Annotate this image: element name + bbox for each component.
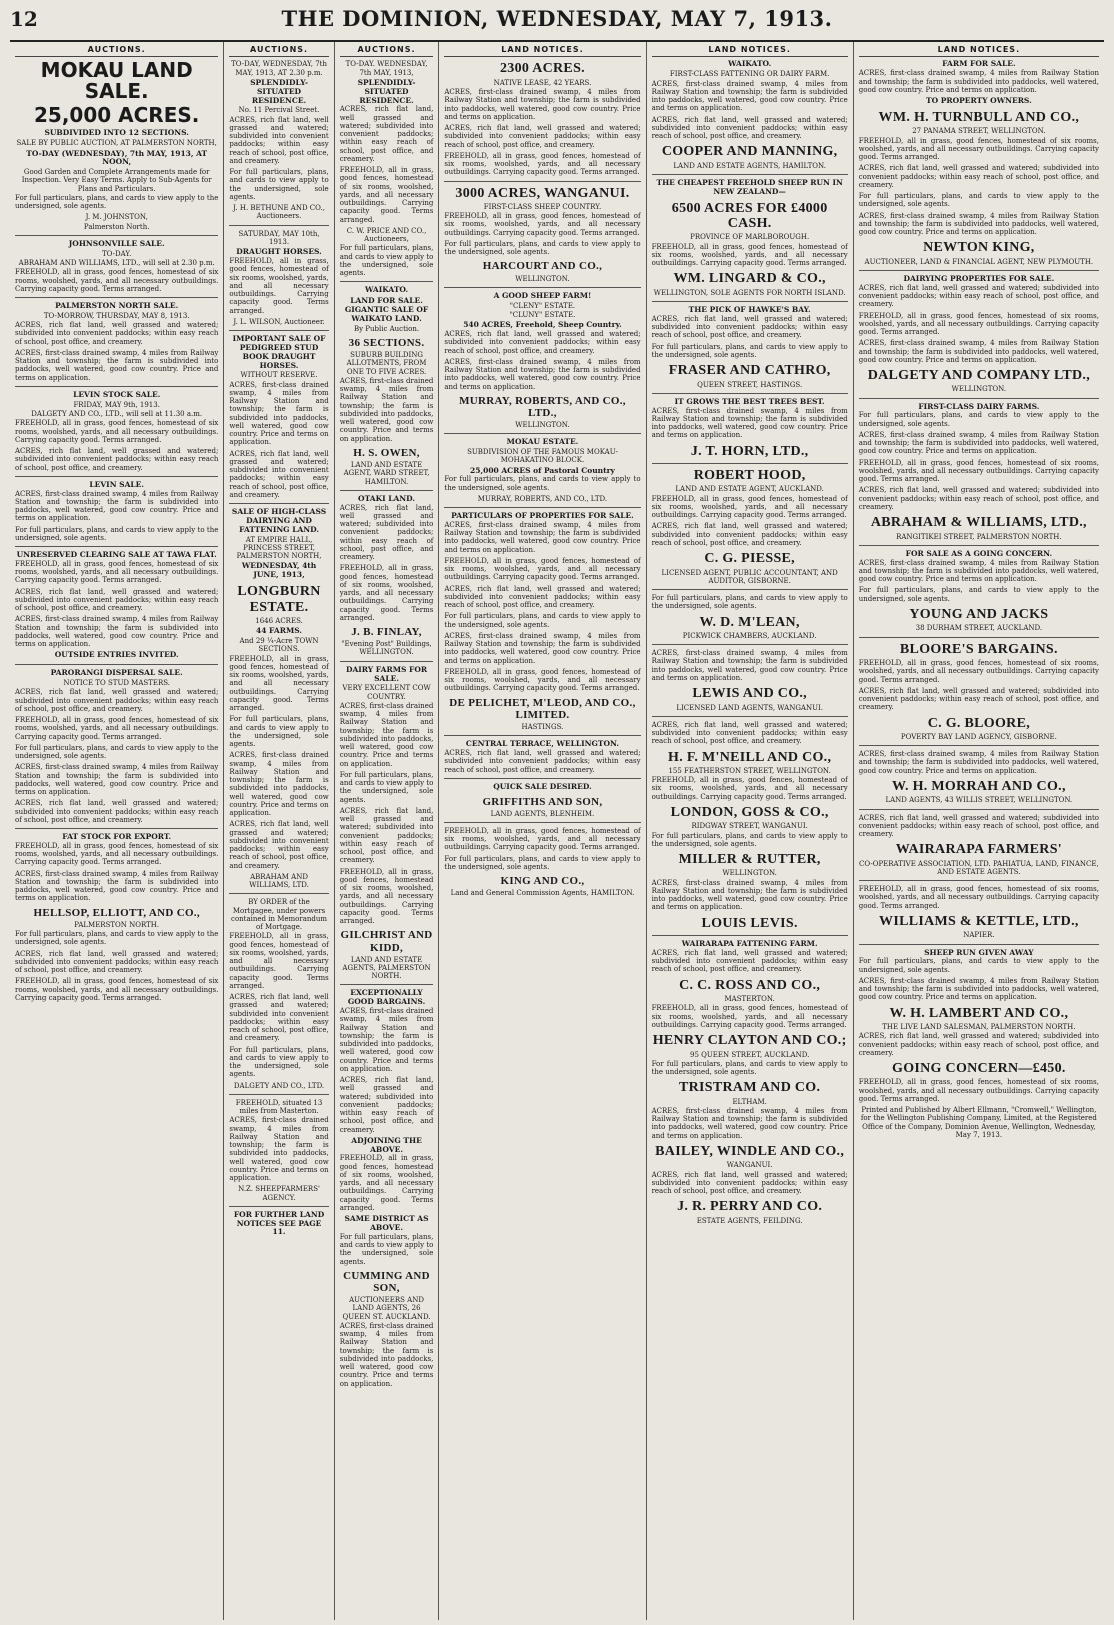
mclean-sub: PICKWICK CHAMBERS, AUCKLAND. (682, 631, 817, 640)
tomorrow-line: TO-MORROW, THURSDAY, MAY 8, 1913. (43, 311, 190, 320)
body-text: For full particulars, plans, and cards to view apply to the undersigned, sole agents. (444, 854, 641, 871)
body-text: ACRES, rich flat land, well grassed and watered; subdivided into convenient paddocks; within easy reach of school, post office, and creamery. (858, 283, 1099, 309)
body-text: FREEHOLD, all in grass, good fences, homestead of six rooms, woolshed, yards, and all necessary outbuildings. Carrying capacity good. Terms arranged. (15, 268, 219, 293)
body-text: FREEHOLD, all in grass, good fences, homestead of six rooms, woolshed, yards, and all necessary outbuildings. Carrying capacity good. Terms arranged. (15, 977, 219, 1002)
abraham-williams: ABRAHAM AND WILLIAMS, LTD. (249, 872, 309, 890)
page-number: 12 (10, 7, 38, 31)
body-text: ACRES, rich flat land, well grassed and watered; subdivided into convenient paddocks; within easy reach of school, post office, and creamery. (15, 949, 219, 975)
fraser-agent: FRASER AND CATHRO, (668, 363, 831, 379)
murray-agent: MURRAY, ROBERTS, AND CO., LTD., (459, 394, 626, 419)
hood-sub: LAND AND ESTATE AGENT, AUCKLAND. (675, 485, 824, 494)
mokau-land-sale-title: MOKAU LAND SALE. (40, 58, 193, 104)
body-text: ACRES, rich flat land, well grassed and watered; subdivided into convenient paddocks; within easy reach of school, post office, and creamery. (339, 503, 434, 562)
perry-sub: ESTATE AGENTS, FEILDING. (696, 1216, 803, 1225)
body-text: For full particulars, plans, and cards to view apply to the undersigned, sole agents. (229, 715, 329, 749)
wed-june: WEDNESDAY, 4th JUNE, 1913, (241, 561, 317, 580)
native-lease: NATIVE LEASE, 42 YEARS. (493, 78, 592, 87)
public-auction: By Public Auction. (353, 324, 420, 333)
body-text: For full particulars, plans, and cards to view apply to the undersigned, sole agents. (651, 1059, 848, 1076)
body-text: ACRES, rich flat land, well grassed and watered; subdivided into convenient paddocks; within easy reach of school, post office, and creamery. (15, 799, 219, 824)
harcourt-agent: HARCOURT AND CO., (482, 260, 603, 273)
empire-hall: AT EMPIRE HALL, PRINCESS STREET, PALMERSTON NORTH, (236, 535, 322, 561)
acres-540: 540 ACRES, Freehold, Sheep Country. (463, 320, 622, 330)
body-text: ACRES, rich flat land, well grassed and watered; subdivided into convenient paddocks; within easy reach of school, post office, and creamery. (444, 749, 641, 774)
body-text: ACRES, first-class drained swamp, 4 miles from Railway Station and township; the farm is subdivided into paddocks, well watered, good cow country. Price and terms on application. (15, 869, 219, 903)
finlay-sub: "Evening Post" Buildings, WELLINGTON. (341, 640, 432, 657)
clayton-agent: HENRY CLAYTON AND CO.; (652, 1033, 847, 1049)
acres-6500: 6500 ACRES FOR £4000 CASH. (671, 200, 828, 231)
cheapest-run: THE CHEAPEST FREEHOLD SHEEP RUN IN NEW ZEALAND— (656, 177, 843, 196)
newton-agent: NEWTON KING, (923, 240, 1035, 256)
body-text: For full particulars, plans, and cards to view apply to the undersigned, sole agents. (229, 168, 329, 201)
waikato: WAIKATO. (364, 285, 409, 295)
body-text: ACRES, first-class drained swamp, 4 miles from Railway Station and township; the farm is subdivided into paddocks, well watered, good cow country. Price and terms on application. (339, 376, 434, 443)
body-text: FREEHOLD, all in grass, good fences, homestead of six rooms, woolshed, yards, and all necessary outbuildings. Carrying capacity good. Terms arranged. (858, 311, 1099, 336)
body-text: FREEHOLD, all in grass, good fences, homestead of six rooms, woolshed, yards, and all necessary outbuildings. Carrying capacity good. Terms arranged. (858, 885, 1099, 910)
turnbull-sub: 27 PANAMA STREET, WELLINGTON. (912, 127, 1046, 136)
body-text: For full particulars, plans, and cards to view apply to the undersigned, sole agents. (339, 244, 434, 278)
dalgety-line: DALGETY AND CO., LTD., will sell at 11.30 a.m. (31, 410, 203, 418)
mclean-agent: W. D. M'LEAN, (699, 614, 800, 630)
cluny-estate: "CLUNY" ESTATE. (509, 310, 576, 319)
bloore-bargains: BLOORE'S BARGAINS. (899, 641, 1058, 657)
body-text: ACRES, rich flat land, well grassed and watered; subdivided into convenient paddocks; within easy reach of school, post office, and creamery. (651, 720, 848, 746)
body-text: ACRES, first-class drained swamp, 4 miles from Railway Station and township; the farm is subdivided into paddocks, well watered, good cow country. Price and terms on application. (15, 615, 219, 649)
suburb-allotments: SUBURB BUILDING ALLOTMENTS, FROM ONE TO FIVE ACRES. (346, 351, 427, 376)
quick-sale: QUICK SALE DESIRED. (493, 781, 592, 791)
williams-agent: WILLIAMS & KETTLE, LTD., (879, 913, 1079, 929)
body-text: For full particulars, plans, and cards to view apply to the undersigned, sole agents. (339, 1232, 434, 1266)
bargains: EXCEPTIONALLY GOOD BARGAINS. (347, 988, 426, 1007)
williams-sub: NAPIER. (963, 931, 995, 940)
body-text: ACRES, rich flat land, well grassed and watered; subdivided into convenient paddocks; within easy reach of school, post office, and creamery. (15, 447, 219, 472)
body-text: ACRES, rich flat land, well grassed and watered; subdivided into convenient paddocks; within easy reach of school, post office, and creamery. (339, 105, 434, 163)
body-text: FREEHOLD, all in grass, good fences, homestead of six rooms, woolshed, yards, and all necessary outbuildings. Carrying capacity good. Terms arranged. (339, 564, 434, 622)
body-text: ACRES, rich flat land, well grassed and watered; subdivided into convenient paddocks; within easy reach of school, post office, and creamery. (229, 449, 329, 499)
body-text: For full particulars, plans, and cards to view apply to the undersigned, sole agents. (651, 594, 848, 611)
body-text: ACRES, rich flat land, well grassed and watered; subdivided into convenient paddocks; within easy reach of school, post office, and creamery. (15, 321, 219, 346)
levin-sale: LEVIN SALE. (89, 479, 144, 489)
body-text: ACRES, rich flat land, well grassed and watered; subdivided into convenient paddocks; within easy reach of school, post office, and creamery. (651, 1170, 848, 1196)
mokau-acres: 25,000 ACRES. (34, 103, 200, 128)
town-sections: And 29 ¼-Acre TOWN SECTIONS. (239, 637, 319, 654)
miller-agent: MILLER & RUTTER, (678, 852, 821, 868)
famous-block: SUBDIVISION OF THE FAMOUS MOKAU-MOHAKATINO BLOCK. (467, 448, 618, 465)
body-text: For full particulars, plans, and cards to view apply to the undersigned, sole agents. (444, 475, 641, 492)
bailey-agent: BAILEY, WINDLE AND CO., (655, 1143, 845, 1159)
waikato: WAIKATO. (728, 59, 772, 69)
harcourt-sub: WELLINGTON. (515, 274, 570, 283)
first-fattening: FIRST-CLASS FATTENING OR DAIRY FARM. (669, 70, 830, 79)
louis-agent: LOUIS LEVIS. (701, 915, 798, 931)
tristram-sub: ELTHAM. (732, 1097, 767, 1106)
body-text: ACRES, rich flat land, well grassed and watered; subdivided into convenient paddocks; within easy reach of school, post office, and creamery. (651, 948, 848, 974)
body-text: ACRES, first-class drained swamp, 4 miles from Railway Station and township; the farm is subdivided into paddocks, well watered, good cow country. Price and terms on application. (651, 406, 848, 440)
column-auctions-3 (335, 42, 440, 1620)
perry-agent: J. R. PERRY AND CO. (677, 1199, 823, 1215)
body-text: ACRES, first-class drained swamp, 4 miles from Railway Station and township; the farm is subdivided into paddocks, well watered, good cow country. Price and terms on application. (229, 380, 329, 447)
abraham-line: ABRAHAM AND WILLIAMS, LTD., will sell at 2.30 p.m. (18, 259, 215, 268)
newton-sub: AUCTIONEER, LAND & FINANCIAL AGENT, NEW PLYMOUTH. (864, 257, 1094, 266)
going-concern-450: GOING CONCERN—£450. (892, 1061, 1066, 1077)
body-text: ACRES, rich flat land, well grassed and watered; subdivided into convenient paddocks; within easy reach of school, post office, and creamery. (15, 587, 219, 613)
draught-horses: DRAUGHT HORSES. (236, 247, 322, 257)
lingard-sub: WELLINGTON, SOLE AGENTS FOR NORTH ISLAND. (653, 288, 846, 297)
first-class-dairy: FIRST-CLASS DAIRY FARMS. (918, 401, 1040, 411)
body-text: For full particulars, plans, and cards to view apply to the undersigned, sole agents. (858, 957, 1099, 974)
lambert-agent: W. H. LAMBERT AND CO., (889, 1005, 1069, 1021)
piesse-agent: C. G. PIESSE, (704, 551, 795, 567)
body-text: For full particulars, plans, and cards to view apply to the undersigned, sole agents. (15, 930, 219, 947)
body-text: ACRES, first-class drained swamp, 4 miles from Railway Station and township; the farm is subdivided into paddocks, well watered, good cow country. Price and terms on application. (339, 1007, 434, 1073)
body-text: ACRES, rich flat land, well grassed and watered; subdivided into convenient paddocks; within easy reach of school, post office, and creamery. (339, 806, 434, 865)
body-text: FREEHOLD, all in grass, good fences, homestead of six rooms, woolshed, yards, and all necessary outbuildings. Carrying capacity good. Terms arranged. (444, 667, 641, 693)
dalgety-ltd: DALGETY AND CO., LTD. (233, 1081, 325, 1090)
tristram-agent: TRISTRAM AND CO. (678, 1080, 821, 1096)
murray-agent-2: MURRAY, ROBERTS, AND CO., LTD. (477, 494, 608, 503)
body-text: ACRES, first-class drained swamp, 4 miles from Railway Station and township; the farm is subdivided into paddocks, well watered, good cow country. Price and terms on application. (858, 976, 1099, 1002)
body-text: FREEHOLD, all in grass, good fences, homestead of six rooms, woolshed, yards, and all necessary outbuildings. Carrying capacity good. Terms arranged. (858, 659, 1099, 684)
body-text: For full particulars, plans, and cards to view apply to the undersigned, sole agents. (651, 831, 848, 848)
body-text: For full particulars, plans, and cards to view apply to the undersigned, sole agents. (651, 342, 848, 359)
body-text: For full particulars, plans, and cards to view apply to the undersigned, sole agents. (858, 586, 1099, 603)
bailey-sub: WANGANUI. (726, 1161, 773, 1170)
otaki-land: OTAKI LAND. (358, 493, 416, 503)
body-text: ACRES, rich flat land, well grassed and watered; subdivided into convenient paddocks; within easy reach of school, post office, and creamery. (651, 115, 848, 141)
dalgety-agent: DALGETY AND COMPANY LTD., (867, 368, 1091, 383)
hellsop-agent: HELLSOP, ELLIOTT, AND CO., (33, 906, 200, 919)
bethune-auctioneers: J. H. BETHUNE AND CO., Auctioneers. (233, 204, 325, 221)
body-text: ACRES, first-class drained swamp, 4 miles from Railway Station and township; the farm is subdivided into paddocks, well watered, good cow country. Price and terms on application. (858, 430, 1099, 456)
body-text: FREEHOLD, all in grass, good fences, homestead of six rooms, woolshed, yards, and all necessary outbuildings. Carrying capacity good. Terms arranged. (651, 776, 848, 801)
body-text: FREEHOLD, all in grass, good fences, homestead of six rooms, woolshed, yards, and all necessary outbuildings. Carrying capacity good. Terms arranged. (444, 212, 641, 237)
mcneill-sub: 155 FEATHERSTON STREET, WELLINGTON. (668, 766, 831, 775)
further-notices: FOR FURTHER LAND NOTICES SEE PAGE 11. (233, 1209, 325, 1237)
wairarapa-agent: WAIRARAPA FARMERS' (895, 842, 1062, 858)
friday-line: FRIDAY, MAY 9th, 1913. (73, 400, 160, 409)
paroranga-sale: PARORANGI DISPERSAL SALE. (50, 668, 183, 678)
body-text: For full particulars, plans, and cards to view apply to the undersigned, sole agents. (444, 239, 641, 257)
column-header: LAND NOTICES. (652, 45, 848, 57)
abraham-sub: RANGITIKEI STREET, PALMERSTON NORTH. (896, 532, 1062, 541)
column-header: LAND NOTICES. (859, 45, 1099, 57)
body-text: FREEHOLD, all in grass, good fences, homestead of six rooms, woolshed, yards, and all necessary outbuildings. Carrying capacity good. Terms arranged. (651, 242, 848, 268)
young-sub: 38 DURHAM STREET, AUCKLAND. (915, 624, 1043, 633)
cumming-agent: CUMMING AND SON, (343, 1269, 430, 1294)
de-pelichet-sub: HASTINGS. (521, 722, 564, 731)
body-text: FREEHOLD, all in grass, good fences, homestead of six rooms, woolshed, yards, and all necessary outbuildings. Carrying capacity good. Terms arranged. (858, 458, 1099, 484)
bloore-sub: POVERTY BAY LAND AGENCY, GISBORNE. (900, 732, 1057, 741)
body-text: ACRES, first-class drained swamp, 4 miles from Railway Station and township; the farm is subdivided into paddocks, well watered, good cow country. Price and terms on application. (858, 69, 1099, 94)
dairying-properties: DAIRYING PROPERTIES FOR SALE. (903, 273, 1055, 283)
palmerston-sale: PALMERSTON NORTH SALE. (55, 301, 179, 311)
body-text: For full particulars, plans, and cards to view apply to the undersigned, sole agents. (858, 192, 1099, 209)
column-auctions-1 (10, 42, 224, 1620)
body-text: For full particulars, plans, and cards to view apply to the undersigned, sole agents. (15, 193, 219, 211)
column-land-notices-3 (854, 42, 1104, 1620)
wed-line: TO-DAY, WEDNESDAY, 7th MAY, 1913, AT 2.30 p.m. (231, 60, 327, 77)
griffiths-agent: GRIFFITHS AND SON, (482, 795, 603, 808)
central-terrace: CENTRAL TERRACE, WELLINGTON. (465, 739, 620, 749)
to-property-owners: TO PROPERTY OWNERS. (926, 96, 1032, 106)
king-agent: KING AND CO., (500, 875, 585, 888)
wairarapa-fattening: WAIRARAPA FATTENING FARM. (681, 939, 818, 949)
subdivided-line: SUBDIVIDED INTO 12 SECTIONS. (44, 128, 189, 138)
column-header: AUCTIONS. (15, 45, 218, 57)
abraham-agent: ABRAHAM & WILLIAMS, LTD., (870, 515, 1087, 531)
sheepfarmers-agency: N.Z. SHEEPFARMERS' AGENCY. (238, 1185, 320, 1202)
gigantic-sale: LAND FOR SALE. GIGANTIC SALE OF WAIKATO LAND. (344, 296, 429, 323)
body-text: FREEHOLD, all in grass, good fences, homestead of six rooms, woolshed, yards, and all necessary outbuildings. Carrying capacity good. Terms arranged. (15, 716, 219, 741)
body-text: ACRES, rich flat land, well grassed and watered; subdivided into convenient paddocks; within easy reach of school, post office, and creamery. (444, 124, 641, 149)
griffiths-sub: LAND AGENTS, BLENHEIM. (490, 809, 595, 818)
body-text: ACRES, first-class drained swamp, 4 miles from Railway Station and township; the farm is subdivided into paddocks, well watered, good cow country. Price and terms on application. (651, 649, 848, 682)
body-text: ACRES, rich flat land, well grassed and watered; subdivided into convenient paddocks; within easy reach of school, post office, and creamery. (444, 330, 641, 355)
body-text: ACRES, first-class drained swamp, 4 miles from Railway Station and township; the farm is subdivided into paddocks, well watered, good cow country. Price and terms on application. (858, 339, 1099, 364)
levin-stock-sale: LEVIN STOCK SALE. (73, 389, 161, 399)
column-header: LAND NOTICES. (444, 45, 640, 57)
ross-sub: MASTERTON. (724, 995, 775, 1004)
body-text: ACRES, rich flat land, well grassed and watered; subdivided into convenient paddocks; within easy reach of school, post office, and creamery. (229, 115, 329, 165)
body-text: ACRES, first-class drained swamp, 4 miles from Railway Station and township; the farm is subdivided into paddocks, well watered, good cow country. Price and terms on application. (651, 878, 848, 912)
today-2: TO-DAY. (102, 249, 132, 258)
notice-line: NOTICE TO STUD MASTERS. (63, 679, 171, 688)
body-text: ACRES, first-class drained swamp, 4 miles from Railway Station and township; the farm is subdivided into paddocks, well watered, good cow country. Price and terms on application. (651, 79, 848, 113)
clent-estate: "CLENY" ESTATE. (509, 301, 576, 310)
acres-2300: 2300 ACRES. (499, 61, 585, 77)
mcneill-agent: H. F. M'NEILL AND CO., (668, 749, 832, 765)
mortgagee-order: BY ORDER of the Mortgagee, under powers contained in Memorandum of Mortgage. (231, 898, 328, 932)
body-text: ACRES, rich flat land, well grassed and watered; subdivided into convenient paddocks; within easy reach of school, post office, and creamery. (858, 813, 1099, 839)
hellsop-place: PALMERSTON NORTH. (74, 920, 160, 929)
cumming-sub: AUCTIONEERS AND LAND AGENTS, 26 QUEEN ST. AUCKLAND. (342, 1296, 431, 1321)
body-text: ACRES, rich flat land, well grassed and watered; subdivided into convenient paddocks; within easy reach of school, post office, and creamery. (15, 688, 219, 713)
wairarapa-sub: CO-OPERATIVE ASSOCIATION, LTD. PAHIATUA, LAND, FINANCE, AND ESTATE AGENTS. (858, 859, 1099, 876)
mokau-estate: MOKAU ESTATE. (506, 437, 579, 447)
lewis-agent: LEWIS AND CO., (692, 686, 807, 702)
body-text: ACRES, first-class drained swamp, 4 miles from Railway Station and township; the farm is subdivided into paddocks, well watered, good cow country. Price and terms on application. (444, 631, 641, 665)
body-text: ACRES, rich flat land, well grassed and watered; subdivided into convenient paddocks; within easy reach of school, post office, and creamery. (229, 993, 329, 1043)
body-text: FREEHOLD, all in grass, good fences, homestead of six rooms, woolshed, yards, and all necessary outbuildings. Carrying capacity good. Terms arranged. (15, 841, 219, 867)
body-text: FREEHOLD, all in grass, good fences, homestead of six rooms, woolshed, yards, and all necessary outbuildings. Carrying capacity good. Terms arranged. (229, 257, 329, 315)
column-land-notices-1 (439, 42, 646, 1620)
gilchrist-agent: GILCHRIST AND KIDD, (340, 929, 433, 954)
body-text: For full particulars, plans, and cards to view apply to the undersigned, sole agents. (229, 1045, 329, 1079)
sections-36: 36 SECTIONS. (348, 337, 425, 350)
morrah-agent: W. H. MORRAH AND CO., (891, 778, 1066, 794)
murray-sub: WELLINGTON. (515, 420, 570, 429)
adjoining: ADJOINING THE ABOVE. (351, 1135, 422, 1154)
body-text: For full particulars, plans, and cards to view apply to the undersigned, sole agents. (444, 612, 641, 629)
cow-country: VERY EXCELLENT COW COUNTRY. (342, 684, 431, 701)
longburn-acres: 1646 ACRES. (255, 616, 303, 625)
bloore-agent: C. G. BLOORE, (927, 715, 1031, 731)
paper-title: THE DOMINION, WEDNESDAY, MAY 7, 1913. (281, 6, 833, 31)
sale-high-class: SALE OF HIGH-CLASS DAIRYING AND FATTENING LAND. (231, 507, 327, 534)
body-text: ACRES, first-class drained swamp, 4 miles from Railway Station and township; the farm is subdivided into paddocks, well watered, good cow country. Price and terms on application. (339, 1321, 434, 1388)
body-text: FREEHOLD, all in grass, good fences, homestead of six rooms, woolshed, yards, and all necessary outbuildings. Carrying capacity good. Terms arranged. (651, 1004, 848, 1029)
fat-stock-export: FAT STOCK FOR EXPORT. (62, 832, 172, 842)
body-text: FREEHOLD, all in grass, good fences, homestead of six rooms, woolshed, yards, and all necessary outbuildings. Carrying capacity good. Terms arranged. (229, 932, 329, 990)
body-text: ACRES, rich flat land, well grassed and watered; subdivided into convenient paddocks; within easy reach of school, post office, and creamery. (651, 522, 848, 547)
body-text: For full particulars, plans, and cards to view apply to the undersigned, sole agents. (339, 770, 434, 804)
cooper-sub: LAND AND ESTATE AGENTS, HAMILTON. (673, 161, 826, 170)
longburn-estate: LONGBURN ESTATE. (237, 584, 321, 615)
auctioneer-place: Palmerston North. (83, 222, 150, 231)
sheep-run-given-away: SHEEP RUN GIVEN AWAY (924, 947, 1034, 957)
column-land-notices-2 (647, 42, 854, 1620)
masthead (10, 6, 1104, 42)
fraser-sub: QUEEN STREET, HASTINGS. (697, 380, 803, 389)
body-text: ACRES, first-class drained swamp, 4 miles from Railway Station and township; the farm is subdivided into paddocks, well watered, good cow country. Price and terms on application. (15, 348, 219, 382)
de-pelichet-agent: DE PELICHET, M'LEOD, AND CO., LIMITED. (449, 696, 636, 721)
london-agent: LONDON, GOSS & CO., (670, 804, 829, 820)
body-text: ACRES, rich flat land, well grassed and watered; subdivided into convenient paddocks; within easy reach of school, post office, and creamery. (651, 314, 848, 340)
body-text: ACRES, first-class drained swamp, 4 miles from Railway Station and township; the farm is subdivided into paddocks, well watered, good cow country. Price and terms on application. (651, 1106, 848, 1140)
body-text: ACRES, rich flat land, well grassed and watered; subdivided into convenient paddocks; within easy reach of school, post office, and creamery. (858, 486, 1099, 511)
piesse-sub: LICENSED AGENT, PUBLIC ACCOUNTANT, AND AUDITOR, GISBORNE. (661, 568, 838, 585)
body-text: ACRES, first-class drained swamp, 4 miles from Railway Station and township; the farm is subdivided into paddocks, well watered, good cow country. Price and terms on application. (15, 489, 219, 523)
horn-agent: J. T. HORN, LTD., (690, 443, 809, 459)
grows-best-trees: IT GROWS THE BEST TREES BEST. (674, 396, 825, 406)
dalgety-sub: WELLINGTON. (951, 385, 1007, 394)
owen-sub: LAND AND ESTATE AGENT, WARD STREET, HAMILTON. (343, 461, 430, 486)
pick-hawkes-bay: THE PICK OF HAWKE'S BAY. (688, 305, 811, 315)
terms-line: Good Garden and Complete Arrangements made for Inspection. Very Easy Terms. Apply to Sub-Agents for Plans and Particulars. (21, 168, 212, 193)
body-text: For full particulars, plans, and cards to view apply to the undersigned, sole agents. (15, 743, 219, 761)
body-text: For full particulars, plans, and cards to view apply to the undersigned, sole agents. (15, 525, 219, 542)
turnbull-agent: WM. H. TURNBULL AND CO., (878, 109, 1080, 125)
without-reserve: WITHOUT RESERVE. (240, 371, 318, 380)
first-class-sheep: FIRST-CLASS SHEEP COUNTRY. (483, 202, 602, 211)
cooper-agent: COOPER AND MANNING, (661, 144, 838, 160)
body-text: For full particulars, plans, and cards to view apply to the undersigned, sole agents. (858, 411, 1099, 428)
london-sub: RIDGWAY STREET, WANGANUI. (691, 822, 808, 831)
lambert-sub: THE LIVE LAND SALESMAN, PALMERSTON NORTH. (882, 1023, 1076, 1032)
outside-entries: OUTSIDE ENTRIES INVITED. (54, 650, 179, 660)
body-text: ACRES, first-class drained swamp, 4 miles from Railway Station and township; the farm is subdivided into paddocks, well watered, good cow country. Price and terms on application. (444, 88, 641, 121)
wilson-auctioneer: J. L. WILSON, Auctioneer. (233, 317, 325, 326)
body-text: FREEHOLD, all in grass, good fences, homestead of six rooms, woolshed, yards, and all necessary outbuildings. Carrying capacity good. Terms arranged. (229, 654, 329, 713)
lewis-sub: LICENSED LAND AGENTS, WANGANUI. (676, 703, 823, 712)
body-text: ACRES, first-class drained swamp, 4 miles from Railway Station and township; the farm is subdivided into paddocks, well watered, good cow country. Price and terms on application. (444, 357, 641, 391)
printer-imprint: Printed and Published by Albert Ellmann, "Cromwell," Wellington, for the Wellington Publishing Company, Limited, at the Registered Office of the Company, Dominion Avenue, Wellington, Wednesday, May 7, 1913. (860, 1106, 1097, 1139)
dairy-farms: DAIRY FARMS FOR SALE. (345, 664, 428, 683)
acres-25000: 25,000 ACRES of Pastoral Country (470, 465, 615, 475)
good-sheep-farm: A GOOD SHEEP FARM! (493, 290, 592, 300)
same-district: SAME DISTRICT AS ABOVE. (344, 1214, 429, 1233)
farms-count: 44 FARMS. (256, 626, 303, 636)
percival-street: No. 11 Percival Street. (238, 106, 320, 115)
body-text: FREEHOLD, all in grass, good fences, homestead of six rooms, woolshed, yards, and all necessary outbuildings. Carrying capacity good. Terms arranged. (15, 559, 219, 585)
body-text: FREEHOLD, all in grass, good fences, homestead of six rooms, woolshed, yards, and all necessary outbuildings. Carrying capacity good. Terms arranged. (858, 1078, 1099, 1103)
splendid-residence: SPLENDIDLY-SITUATED RESIDENCE. (250, 77, 308, 105)
pedigree-sale: IMPORTANT SALE OF PEDIGREED STUD BOOK DRAUGHT HORSES. (232, 334, 326, 370)
finlay-agent: J. B. FINLAY, (351, 626, 422, 639)
hood-agent: ROBERT HOOD, (693, 468, 806, 483)
splendid-residence: SPLENDIDLY-SITUATED RESIDENCE. (357, 77, 416, 105)
body-text: ACRES, rich flat land, well grassed and watered; subdivided into convenient paddocks; within easy reach of school, post office, and creamery. (858, 164, 1099, 189)
body-text: ACRES, first-class drained swamp, 4 miles from Railway Station and township; the farm is subdivided into paddocks, well watered, good cow country. Price and terms on application. (229, 751, 329, 818)
body-text: ACRES, rich flat land, well grassed and watered; subdivided into convenient paddocks; within easy reach of school, post office, and creamery. (339, 1076, 434, 1134)
particulars: PARTICULARS OF PROPERTIES FOR SALE. (451, 511, 634, 521)
body-text: ACRES, rich flat land, well grassed and watered; subdivided into convenient paddocks; within easy reach of school, post office, and creamery. (858, 686, 1099, 712)
auctioneer-name: J. M. JOHNSTON, (85, 213, 148, 222)
column-header: AUCTIONS. (340, 45, 434, 57)
body-text: FREEHOLD, all in grass, good fences, homestead of six rooms, woolshed, yards, and all necessary outbuildings. Carrying capacity good. Terms arranged. (444, 556, 641, 582)
province: PROVINCE OF MARLBOROUGH. (690, 233, 810, 242)
body-text: FREEHOLD, all in grass, good fences, homestead of six rooms, woolshed, yards, and all necessary outbuildings. Carrying capacity good. Terms arranged. (339, 867, 434, 926)
unreserved-sale: UNRESERVED CLEARING SALE AT TAWA FLAT. (16, 550, 217, 560)
body-text: ACRES, first-class drained swamp, 4 miles from Railway Station and township; the farm is subdivided into paddocks, well watered, good cow country. Price and terms on application. (444, 520, 641, 554)
body-text: ACRES, first-class drained swamp, 4 miles from Railway Station and township; the farm is subdivided into paddocks, well watered, good cow country. Price and terms on application. (858, 750, 1099, 775)
column-header: AUCTIONS. (229, 45, 328, 57)
ross-agent: C. C. ROSS AND CO., (679, 977, 821, 993)
body-text: ACRES, first-class drained swamp, 4 miles from Railway Station and township; the farm is subdivided into paddocks, well watered, good cow country. Price and terms on application. (858, 558, 1099, 584)
column-auctions-2 (224, 42, 334, 1620)
body-text: FREEHOLD, all in grass, good fences, homestead of six rooms, woolshed, yards, and all necessary outbuildings. Carrying capacity good. Terms arranged. (444, 151, 641, 177)
body-text: FREEHOLD, all in grass, good fences, homestead of six rooms, woolshed, yards, and all necessary outbuildings. Carrying capacity good. Terms arranged. (339, 1154, 434, 1212)
body-text: FREEHOLD, all in grass, good fences, homestead of six rooms, woolshed, yards, and all necessary outbuildings. Carrying capacity good. Terms arranged. (858, 136, 1099, 162)
body-text: FREEHOLD, all in grass, good fences, homestead of six rooms, woolshed, yards, and all necessary outbuildings. Carrying capacity good. Terms arranged. (15, 419, 219, 444)
johnsonville-sale: JOHNSONVILLE SALE. (68, 238, 165, 248)
freehold-masterton: FREEHOLD, situated 13 miles from Masterton. (235, 1098, 323, 1116)
body-text: ACRES, rich flat land, well grassed and watered; subdivided into convenient paddocks; within easy reach of school, post office, and creamery. (858, 1032, 1099, 1057)
body-text: FREEHOLD, all in grass, good fences, homestead of six rooms, woolshed, yards, and all necessary outbuildings. Carrying capacity good. Terms arranged. (651, 494, 848, 520)
today-wed: TO-DAY. WEDNESDAY, 7th MAY, 1913, (345, 60, 428, 77)
morrah-sub: LAND AGENTS, 43 WILLIS STREET, WELLINGTON. (885, 796, 1073, 805)
king-sub: Land and General Commission Agents, HAMILTON. (450, 889, 635, 898)
young-agent: YOUNG AND JACKS (909, 606, 1049, 622)
body-text: ACRES, rich flat land, well grassed and watered; subdivided into convenient paddocks; within easy reach of school, post office, and creamery. (229, 820, 329, 870)
body-text: ACRES, first-class drained swamp, 4 miles from Railway Station and township; the farm is subdivided into paddocks, well watered, good cow country. Price and terms on application. (15, 763, 219, 797)
miller-sub: WELLINGTON. (722, 869, 777, 878)
sale-line: SALE BY PUBLIC AUCTION, AT PALMERSTON NORTH, (16, 139, 217, 148)
acres-3000: 3000 ACRES, WANGANUI. (455, 185, 630, 201)
body-text: ACRES, rich flat land, well grassed and watered; subdivided into convenient paddocks; within easy reach of school, post office, and creamery. (444, 584, 641, 610)
body-text: FREEHOLD, all in grass, good fences, homestead of six rooms, woolshed, yards, and all necessary outbuildings. Carrying capacity good. Terms arranged. (339, 166, 434, 224)
owen-agent: H. S. OWEN, (353, 446, 420, 459)
lingard-agent: WM. LINGARD & CO., (673, 271, 826, 287)
farm-for-sale: FARM FOR SALE. (942, 59, 1016, 69)
body-text: FREEHOLD, all in grass, good fences, homestead of six rooms, woolshed, yards, and all necessary outbuildings. Carrying capacity good. Terms arranged. (444, 826, 641, 852)
price-auctioneers: C. W. PRICE AND CO., Auctioneers, (346, 226, 427, 244)
body-text: ACRES, first-class drained swamp, 4 miles from Railway Station and township; the farm is subdivided into paddocks, well watered, good cow country. Price and terms on application. (858, 211, 1099, 237)
body-text: ACRES, first-class drained swamp, 4 miles from Railway Station and township; the farm is subdivided into paddocks, well watered, good cow country. Price and terms on application. (339, 701, 434, 768)
body-text: ACRES, first-class drained swamp, 4 miles from Railway Station and township; the farm is subdivided into paddocks, well watered, good cow country. Price and terms on application. (229, 1116, 329, 1183)
saturday-line: SATURDAY, MAY 10th, 1913. (238, 229, 320, 246)
going-concern: FOR SALE AS A GOING CONCERN. (905, 548, 1053, 558)
gilchrist-sub: LAND AND ESTATE AGENTS, PALMERSTON NORTH. (342, 955, 431, 981)
clayton-sub: 95 QUEEN STREET, AUCKLAND. (689, 1050, 810, 1059)
today-line: TO-DAY (WEDNESDAY), 7th MAY, 1913, AT NOON, (26, 148, 208, 167)
